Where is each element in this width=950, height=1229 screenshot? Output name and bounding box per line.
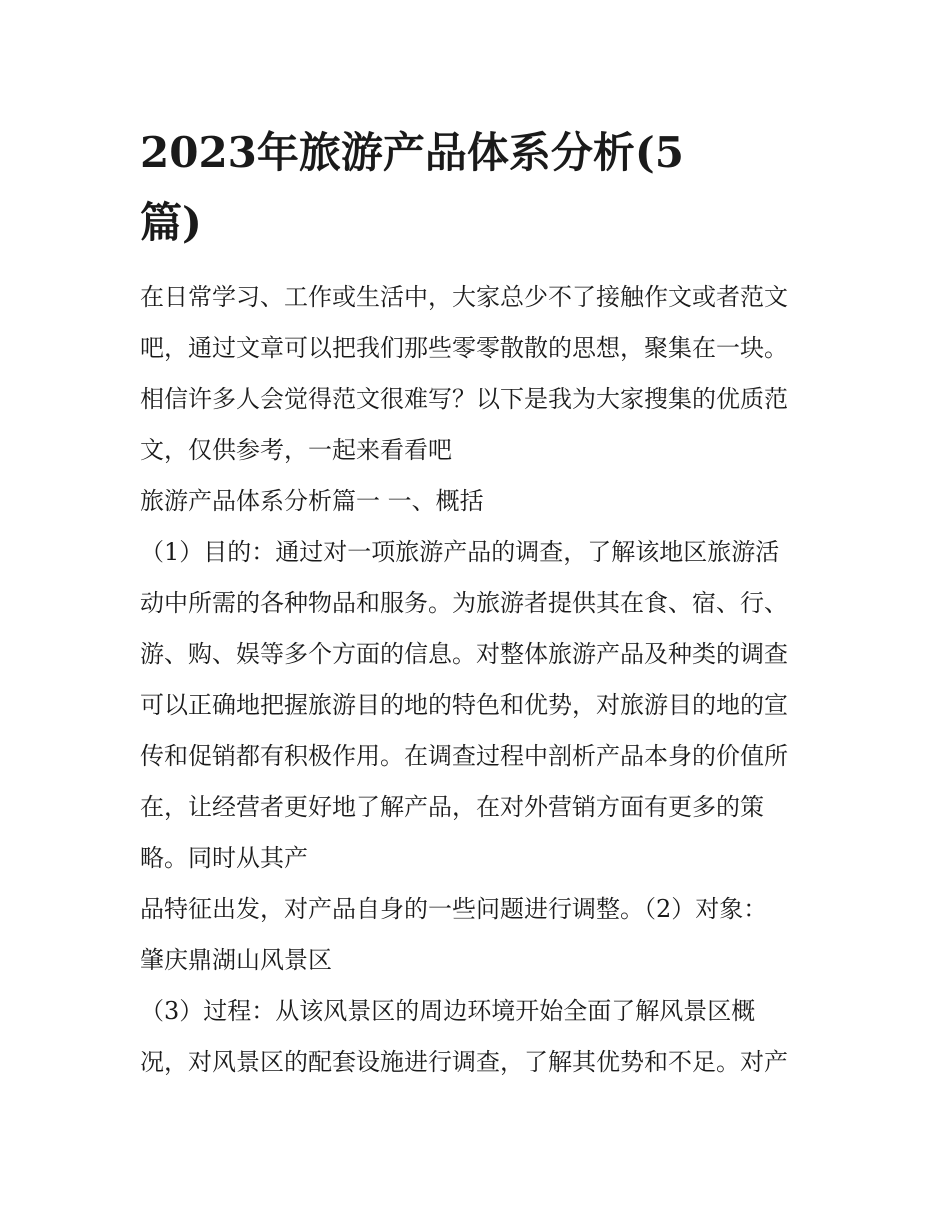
text-line: 略。同时从其产 xyxy=(140,844,308,872)
document-body xyxy=(140,118,820,1088)
text-line: 传和促销都有积极作用。在调查过程中剖析产品本身的价值所 xyxy=(140,742,788,770)
text-line: 动中所需的各种物品和服务。为旅游者提供其在食、宿、行、 xyxy=(140,589,788,617)
text-line: 旅游产品体系分析篇一 一、概括 xyxy=(140,487,484,515)
section-heading-paragraph xyxy=(140,476,820,527)
text-line: 况，对风景区的配套设施进行调查，了解其优势和不足。对产 xyxy=(140,1048,788,1076)
object-paragraph xyxy=(140,884,820,986)
purpose-paragraph xyxy=(140,527,820,884)
text-line: （3）过程：从该风景区的周边环境开始全面了解风景区概 xyxy=(140,997,756,1025)
text-line: （1）目的：通过对一项旅游产品的调查，了解该地区旅游活 xyxy=(140,538,780,566)
text-line: 可以正确地把握旅游目的地的特色和优势，对旅游目的地的宣 xyxy=(140,691,788,719)
intro-paragraph xyxy=(140,272,820,476)
text-line: 在日常学习、工作或生活中，大家总少不了接触作文或者范文 xyxy=(140,283,788,311)
text-line: 品特征出发，对产品自身的一些问题进行调整。（2）对象： xyxy=(140,895,768,923)
document-title xyxy=(140,118,820,258)
process-paragraph xyxy=(140,986,820,1088)
title-line: 2023年旅游产品体系分析(5 xyxy=(140,128,684,177)
text-line: 相信许多人会觉得范文很难写？以下是我为大家搜集的优质范 xyxy=(140,385,788,413)
text-line: 吧，通过文章可以把我们那些零零散散的思想，聚集在一块。 xyxy=(140,334,788,362)
text-line: 文，仅供参考，一起来看看吧 xyxy=(140,436,452,464)
title-line: 篇) xyxy=(140,198,202,247)
text-line: 游、购、娱等多个方面的信息。对整体旅游产品及种类的调查 xyxy=(140,640,788,668)
text-line: 在，让经营者更好地了解产品，在对外营销方面有更多的策 xyxy=(140,793,764,821)
text-line: 肇庆鼎湖山风景区 xyxy=(140,946,332,974)
